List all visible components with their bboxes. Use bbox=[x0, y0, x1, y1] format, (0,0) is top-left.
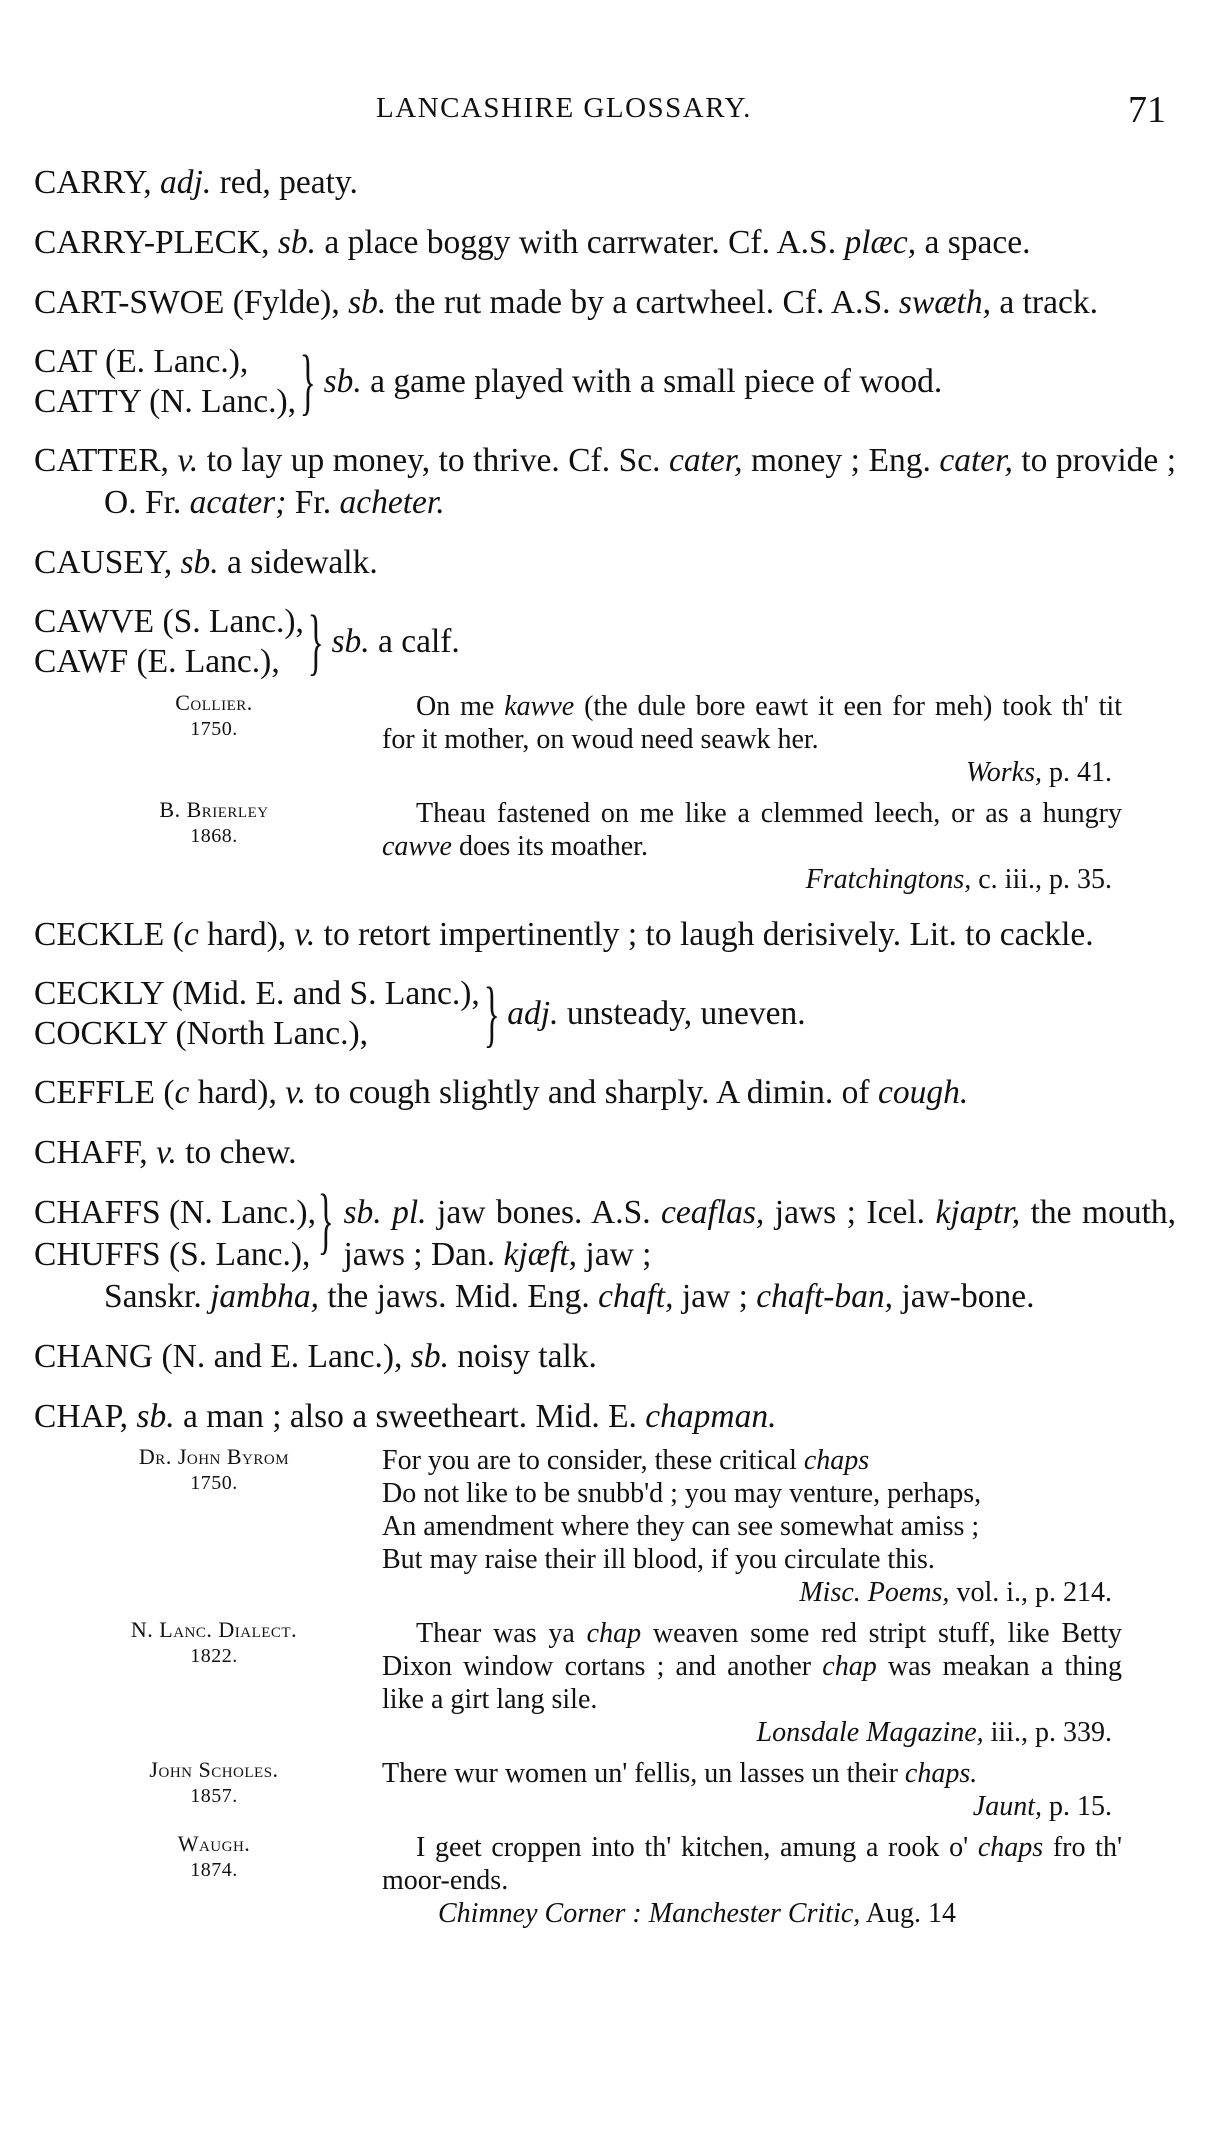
brace-glyph: } bbox=[317, 1180, 334, 1262]
quote-source bbox=[34, 1444, 364, 1609]
etymon: swæth, bbox=[898, 284, 991, 321]
headword: CHAFFS (N. Lanc.), bbox=[34, 1194, 316, 1231]
definition-line bbox=[324, 362, 943, 402]
definition: a place boggy with carrwater. Cf. A.S. bbox=[324, 224, 837, 261]
headword: CAWF (E. Lanc.), bbox=[34, 643, 280, 680]
quote-fragment: was meakan a thing like a girt lang sile. bbox=[382, 1651, 1122, 1715]
definition-text: jaw ; bbox=[681, 1278, 748, 1315]
letter: c bbox=[174, 1074, 190, 1111]
page-number: 71 bbox=[1128, 89, 1166, 131]
etymon: kjæft, bbox=[503, 1236, 578, 1273]
citation-title: Works, bbox=[966, 757, 1042, 788]
quote-text bbox=[382, 797, 1122, 863]
entry-carry bbox=[34, 162, 1176, 204]
etymon: chaft-ban, bbox=[756, 1278, 894, 1315]
quote-source bbox=[34, 1831, 364, 1930]
part-of-speech: sb. bbox=[410, 1338, 449, 1375]
headword: CEFFLE bbox=[34, 1074, 155, 1111]
definition: a game played with a small piece of wood. bbox=[370, 363, 943, 400]
quote-text bbox=[382, 1757, 1122, 1790]
quote-fragment: Theau fastened on me like a clemmed leech, or as a hungry bbox=[416, 798, 1122, 829]
quote-citation bbox=[382, 1897, 1122, 1930]
headword: CECKLE bbox=[34, 916, 165, 953]
entry-ceckle bbox=[34, 914, 1176, 956]
citation-title: Misc. Poems, bbox=[799, 1577, 950, 1608]
citation-title: Jaunt, bbox=[972, 1791, 1042, 1822]
etymon: cater, bbox=[939, 442, 1013, 479]
quote-body bbox=[382, 690, 1122, 789]
citation-ref: iii., p. 339. bbox=[990, 1717, 1112, 1748]
definition: a man ; also a sweetheart. Mid. E. bbox=[182, 1398, 637, 1435]
entry-chap bbox=[34, 1396, 1176, 1930]
citation-ref: vol. i., p. 214. bbox=[956, 1577, 1112, 1608]
definition-cont: a space. bbox=[924, 224, 1031, 261]
definition-text: jaws ; Icel. bbox=[774, 1194, 925, 1231]
etymon: cough. bbox=[877, 1074, 969, 1111]
citation-title: Chimney Corner : Manchester Critic, bbox=[438, 1898, 861, 1929]
headword: CAWVE (S. Lanc.), bbox=[34, 603, 304, 640]
quote-author: Waugh. bbox=[177, 1831, 251, 1856]
quote-year: 1822. bbox=[190, 1645, 238, 1667]
entry-cart-swoe bbox=[34, 282, 1176, 324]
quote-text bbox=[382, 1617, 1122, 1716]
quote-citation bbox=[382, 1790, 1122, 1823]
part-of-speech: sb. bbox=[136, 1398, 175, 1435]
quote-fragment: There wur women un' fellis, un lasses un their bbox=[382, 1758, 898, 1789]
quote-citation bbox=[382, 863, 1122, 896]
citation-title: Fratchingtons, bbox=[805, 864, 972, 895]
paren: ( bbox=[172, 916, 184, 953]
entry-carry-pleck bbox=[34, 222, 1176, 264]
quote-source bbox=[34, 1617, 364, 1749]
citation-title: Lonsdale Magazine, bbox=[756, 1717, 984, 1748]
definition: a sidewalk. bbox=[227, 544, 378, 581]
headword-row bbox=[34, 1180, 1177, 1276]
paren-note: hard), bbox=[207, 916, 287, 953]
quote-author: Dr. John Byrom bbox=[138, 1444, 290, 1469]
entry-cat bbox=[34, 342, 1176, 422]
etymon: chaft, bbox=[598, 1278, 674, 1315]
part-of-speech: v. bbox=[285, 1074, 306, 1111]
citation-ref: c. iii., p. 35. bbox=[978, 864, 1112, 895]
quote-year: 1874. bbox=[190, 1859, 238, 1881]
quote-fragment: weaven some red stript stuff, like Betty Dixon window cortans ; and another bbox=[382, 1618, 1123, 1682]
quote-fragment: For you are to consider, these critical bbox=[382, 1445, 797, 1476]
definition-text: jaw bones. A.S. bbox=[437, 1194, 651, 1231]
quote-year: 1857. bbox=[190, 1785, 238, 1807]
definition: red, peaty. bbox=[219, 164, 358, 201]
quote-keyword: chaps bbox=[803, 1445, 870, 1476]
definition-text: to provide ; O. Fr. bbox=[104, 442, 1177, 521]
headword: CHUFFS (S. Lanc.), bbox=[34, 1236, 311, 1273]
definition-text: the jaws. Mid. Eng. bbox=[327, 1278, 590, 1315]
definition: to chew. bbox=[185, 1134, 297, 1171]
quote-body bbox=[382, 1444, 1122, 1609]
headword: COCKLY (North Lanc.), bbox=[34, 1015, 369, 1052]
part-of-speech: v. bbox=[177, 442, 199, 479]
definition-text: Sanskr. bbox=[104, 1278, 202, 1315]
quotation bbox=[34, 690, 1176, 789]
definition-line bbox=[331, 622, 459, 662]
citation-ref: p. 41. bbox=[1049, 757, 1112, 788]
part-of-speech: sb. bbox=[323, 363, 362, 400]
part-of-speech: sb. bbox=[277, 224, 317, 261]
quote-body bbox=[382, 1831, 1122, 1930]
headword-group bbox=[34, 974, 480, 1054]
running-title: LANCASHIRE GLOSSARY. bbox=[376, 92, 752, 124]
verse-line bbox=[382, 1444, 1122, 1477]
quote-citation bbox=[382, 1716, 1122, 1749]
quote-author: N. Lanc. Dialect. bbox=[130, 1617, 298, 1642]
headword-group bbox=[34, 1192, 316, 1276]
entry-catter bbox=[34, 440, 1176, 524]
quote-fragment: I geet croppen into th' kitchen, amung a rook o' bbox=[416, 1832, 969, 1863]
paren: ( bbox=[163, 1074, 175, 1111]
citation-ref: Aug. 14 bbox=[865, 1898, 956, 1929]
definition-text: Eng. bbox=[868, 442, 931, 479]
entry-ceffle bbox=[34, 1072, 1176, 1114]
headword: CART-SWOE (Fylde), bbox=[34, 284, 340, 321]
etymon: acheter. bbox=[339, 484, 445, 521]
part-of-speech: adj. bbox=[160, 164, 212, 201]
glossary-entries bbox=[34, 162, 1176, 1938]
definition-text: the mouth, jaws ; Dan. bbox=[343, 1194, 1177, 1273]
definition: a calf. bbox=[377, 623, 460, 660]
quote-source bbox=[34, 1757, 364, 1823]
quote-author: B. Brierley bbox=[159, 797, 269, 822]
verse-line: An amendment where they can see somewhat amiss ; bbox=[382, 1511, 980, 1542]
quote-year: 1868. bbox=[190, 825, 238, 847]
brace-glyph: } bbox=[307, 601, 324, 683]
definition-line bbox=[507, 994, 805, 1034]
part-of-speech: sb. bbox=[331, 623, 370, 660]
verse-line: But may raise their ill blood, if you circulate this. bbox=[382, 1544, 935, 1575]
definition-cont: a track. bbox=[999, 284, 1098, 321]
headword: CAUSEY, bbox=[34, 544, 173, 581]
headword-row bbox=[34, 1396, 1176, 1438]
etymon: cater, bbox=[668, 442, 743, 479]
citation-ref: p. 15. bbox=[1049, 1791, 1112, 1822]
entry-chaffs bbox=[34, 1180, 1177, 1318]
definition-text: money ; bbox=[750, 442, 860, 479]
quote-author: Collier. bbox=[175, 690, 253, 715]
headword: CHAFF, bbox=[34, 1134, 148, 1171]
entry-chang bbox=[34, 1336, 1176, 1378]
quote-body bbox=[382, 797, 1122, 896]
entry-ceckly bbox=[34, 974, 1176, 1054]
entry-chaff bbox=[34, 1132, 1176, 1174]
definition: to lay up money, to thrive. Cf. Sc. bbox=[206, 442, 661, 479]
part-of-speech: adj. bbox=[507, 995, 559, 1032]
quote-fragment: (the dule bore eawt it een for meh) took th' tit for it mother, on woud need seawk her. bbox=[382, 691, 1122, 755]
definition: unsteady, uneven. bbox=[566, 995, 806, 1032]
definition-block bbox=[343, 1192, 1176, 1276]
entry-causey bbox=[34, 542, 1176, 584]
etymon: acater; bbox=[189, 484, 287, 521]
quote-year: 1750. bbox=[190, 718, 238, 740]
quotation bbox=[34, 797, 1176, 896]
part-of-speech: sb. bbox=[180, 544, 219, 581]
definition: noisy talk. bbox=[457, 1338, 597, 1375]
etymon: kjaptr, bbox=[935, 1194, 1021, 1231]
headword-group bbox=[34, 342, 296, 422]
quote-keyword: kawve bbox=[504, 691, 575, 722]
quote-keyword: chaps. bbox=[904, 1758, 978, 1789]
definition-text: Fr. bbox=[294, 484, 332, 521]
quote-fragment: On me bbox=[416, 691, 495, 722]
headword: CATTY (N. Lanc.), bbox=[34, 383, 297, 420]
part-of-speech: sb. pl. bbox=[343, 1194, 427, 1231]
headword-group bbox=[34, 602, 304, 682]
entry-cawve bbox=[34, 602, 1176, 896]
paren-note: hard), bbox=[197, 1074, 277, 1111]
quote-keyword: chap bbox=[586, 1618, 642, 1649]
headword: CAT (E. Lanc.), bbox=[34, 343, 249, 380]
brace-glyph: } bbox=[299, 341, 316, 423]
definition: to retort impertinently ; to laugh derisively. Lit. to cackle. bbox=[323, 916, 1094, 953]
quotation bbox=[34, 1757, 1176, 1823]
definition: to cough slightly and sharply. A dimin. of bbox=[314, 1074, 870, 1111]
quote-citation bbox=[382, 1576, 1122, 1609]
quote-text bbox=[382, 690, 1122, 756]
definition-continued bbox=[34, 1276, 1176, 1318]
quotation bbox=[34, 1617, 1176, 1749]
quote-source bbox=[34, 797, 364, 896]
headword: CECKLY (Mid. E. and S. Lanc.), bbox=[34, 975, 480, 1012]
definition-text: jaw ; bbox=[585, 1236, 652, 1273]
headword: CARRY, bbox=[34, 164, 152, 201]
headword: CARRY-PLECK, bbox=[34, 224, 270, 261]
quote-keyword: cawve bbox=[382, 831, 452, 862]
quote-keyword: chaps bbox=[977, 1832, 1044, 1863]
etymon: plæc, bbox=[844, 224, 917, 261]
quotation bbox=[34, 1444, 1176, 1609]
definition: the rut made by a cartwheel. Cf. A.S. bbox=[394, 284, 891, 321]
verse-line: Do not like to be snubb'd ; you may venture, perhaps, bbox=[382, 1478, 982, 1509]
quote-source bbox=[34, 690, 364, 789]
quote-keyword: chap bbox=[822, 1651, 877, 1682]
etymon: chapman. bbox=[645, 1398, 777, 1435]
headword-row bbox=[34, 602, 1176, 682]
letter: c bbox=[183, 916, 199, 953]
headword: CATTER, bbox=[34, 442, 169, 479]
headword: CHAP, bbox=[34, 1398, 129, 1435]
quote-body bbox=[382, 1617, 1122, 1749]
quote-fragment: fro th' moor-ends. bbox=[382, 1832, 1122, 1896]
quote-year: 1750. bbox=[190, 1472, 238, 1494]
etymon: ceaflas, bbox=[661, 1194, 765, 1231]
headword: CHANG (N. and E. Lanc.), bbox=[34, 1338, 403, 1375]
quote-citation bbox=[382, 756, 1122, 789]
quote-fragment: does its moather. bbox=[458, 831, 648, 862]
quote-body bbox=[382, 1757, 1122, 1823]
page-header bbox=[0, 89, 1207, 132]
quotation bbox=[34, 1831, 1176, 1930]
quote-text bbox=[382, 1831, 1122, 1897]
part-of-speech: v. bbox=[294, 916, 316, 953]
etymon: jambha, bbox=[210, 1278, 319, 1315]
brace-glyph: } bbox=[483, 973, 500, 1055]
definition-text: jaw-bone. bbox=[901, 1278, 1035, 1315]
quote-fragment: Thear was ya bbox=[416, 1618, 575, 1649]
part-of-speech: sb. bbox=[348, 284, 387, 321]
quote-author: John Scholes. bbox=[149, 1757, 279, 1782]
part-of-speech: v. bbox=[156, 1134, 177, 1171]
